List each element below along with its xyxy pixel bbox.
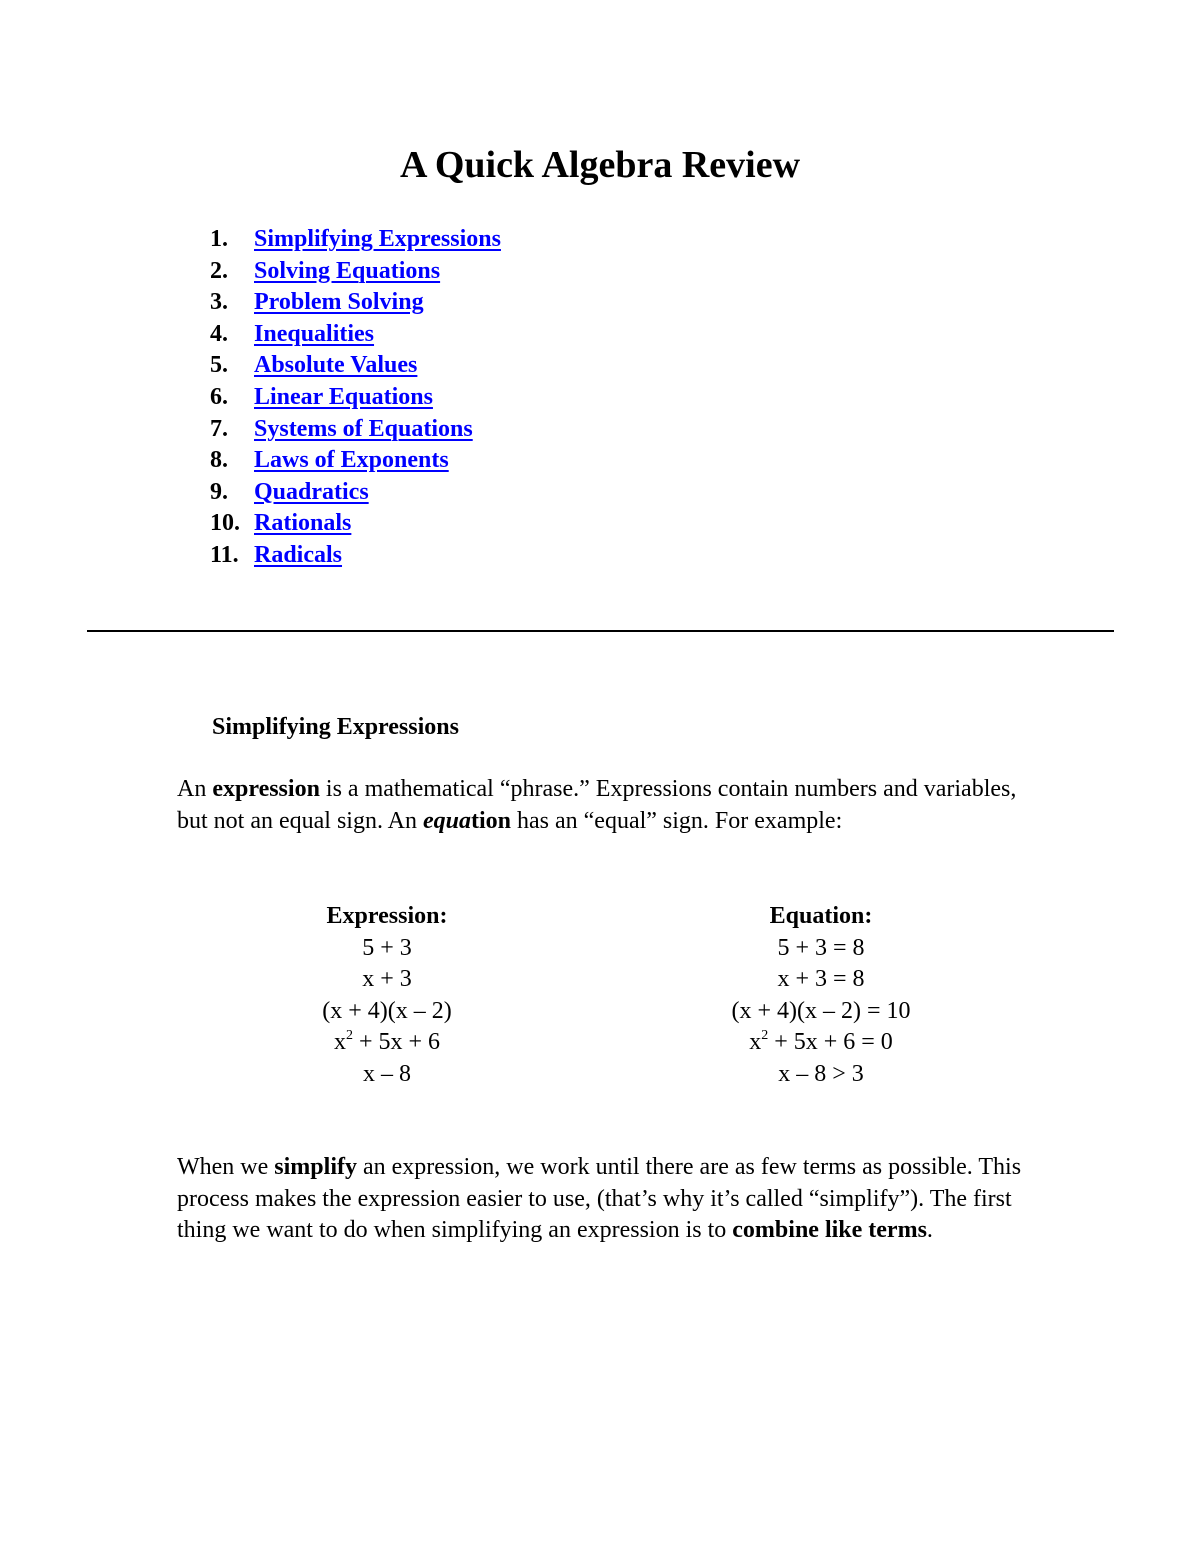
toc-link-solving-equations[interactable]: Solving Equations bbox=[254, 257, 441, 284]
expression-row: x + 3 bbox=[362, 966, 412, 993]
toc-number: 3. bbox=[210, 289, 228, 316]
equation-row: 5 + 3 = 8 bbox=[777, 934, 865, 961]
toc-item bbox=[210, 540, 501, 572]
toc-number: 5. bbox=[210, 352, 228, 379]
text-run: An bbox=[177, 776, 213, 802]
toc-item bbox=[210, 287, 501, 319]
toc-item bbox=[210, 382, 501, 414]
toc-number: 10. bbox=[210, 510, 240, 537]
equation-column bbox=[666, 901, 976, 1091]
toc-item bbox=[210, 350, 501, 382]
toc-number: 11. bbox=[210, 541, 239, 568]
toc-link-inequalities[interactable]: Inequalities bbox=[254, 320, 375, 347]
toc-link-rationals[interactable]: Rationals bbox=[254, 510, 352, 537]
equation-row: (x + 4)(x – 2) = 10 bbox=[731, 997, 911, 1024]
bold-term-simplify: simplify bbox=[274, 1154, 357, 1180]
equation-heading: Equation: bbox=[769, 903, 873, 929]
equation-base: x bbox=[749, 1029, 762, 1056]
toc-link-simplifying-expressions[interactable]: Simplifying Expressions bbox=[254, 226, 501, 252]
expression-row: x – 8 bbox=[363, 1060, 411, 1087]
toc-number: 1. bbox=[210, 226, 228, 252]
bold-term-tion: tion bbox=[470, 807, 511, 834]
table-of-contents bbox=[210, 224, 501, 572]
toc-number: 4. bbox=[210, 320, 228, 347]
text-run: an expression, we work until there are as few terms as possible. This process makes the expression easier to use, (that’s why it’s called “simplify”). The first thing we want to do when simplifying an expression is to bbox=[177, 1154, 1022, 1244]
intro-paragraph bbox=[177, 774, 1037, 837]
toc-item bbox=[210, 319, 501, 351]
expression-column bbox=[237, 901, 537, 1091]
equation-rest: + 5x + 6 = 0 bbox=[768, 1029, 893, 1056]
bold-term-combine-like-terms: combine like terms bbox=[732, 1217, 927, 1244]
toc-item bbox=[210, 445, 501, 477]
toc-number: 8. bbox=[210, 447, 228, 474]
equation-row: x + 3 = 8 bbox=[777, 966, 865, 993]
page-title: A Quick Algebra Review bbox=[399, 144, 801, 186]
expression-row: 5 + 3 bbox=[362, 934, 412, 961]
toc-link-radicals[interactable]: Radicals bbox=[254, 541, 343, 568]
text-run: When we bbox=[177, 1154, 275, 1180]
toc-item bbox=[210, 508, 501, 540]
expression-row: (x + 4)(x – 2) bbox=[322, 997, 452, 1024]
toc-link-linear-equations[interactable]: Linear Equations bbox=[254, 383, 433, 410]
toc-link-problem-solving[interactable]: Problem Solving bbox=[254, 289, 424, 316]
section-heading: Simplifying Expressions bbox=[212, 714, 459, 740]
horizontal-divider bbox=[87, 630, 1114, 632]
simplify-paragraph bbox=[177, 1152, 1037, 1247]
text-run: has an “equal” sign. For example: bbox=[511, 807, 843, 834]
toc-item bbox=[210, 414, 501, 446]
bold-italic-term-equa: equa bbox=[422, 807, 471, 834]
toc-item bbox=[210, 477, 501, 509]
expression-row bbox=[237, 1027, 537, 1059]
toc-number: 2. bbox=[210, 257, 228, 284]
equation-row bbox=[666, 1027, 976, 1059]
equation-row: x – 8 > 3 bbox=[778, 1060, 864, 1087]
expression-rest: + 5x + 6 bbox=[352, 1029, 441, 1056]
text-run: is a mathematical “phrase.” Expressions contain numbers and variables, but not an equal sign. An bbox=[177, 776, 1017, 834]
toc-link-quadratics[interactable]: Quadratics bbox=[254, 478, 369, 505]
toc-link-systems-of-equations[interactable]: Systems of Equations bbox=[254, 415, 473, 442]
toc-link-laws-of-exponents[interactable]: Laws of Exponents bbox=[254, 447, 449, 474]
toc-number: 6. bbox=[210, 383, 228, 410]
toc-number: 7. bbox=[210, 415, 228, 442]
toc-number: 9. bbox=[210, 478, 228, 505]
toc-link-absolute-values[interactable]: Absolute Values bbox=[254, 352, 418, 379]
text-run: . bbox=[926, 1217, 933, 1244]
toc-item bbox=[210, 256, 501, 288]
expression-heading: Expression: bbox=[326, 903, 448, 929]
toc-item bbox=[210, 224, 501, 256]
exponent: 2 bbox=[345, 1028, 353, 1044]
bold-term-expression: expression bbox=[212, 776, 320, 802]
expression-base: x bbox=[333, 1029, 346, 1056]
exponent: 2 bbox=[761, 1028, 769, 1044]
